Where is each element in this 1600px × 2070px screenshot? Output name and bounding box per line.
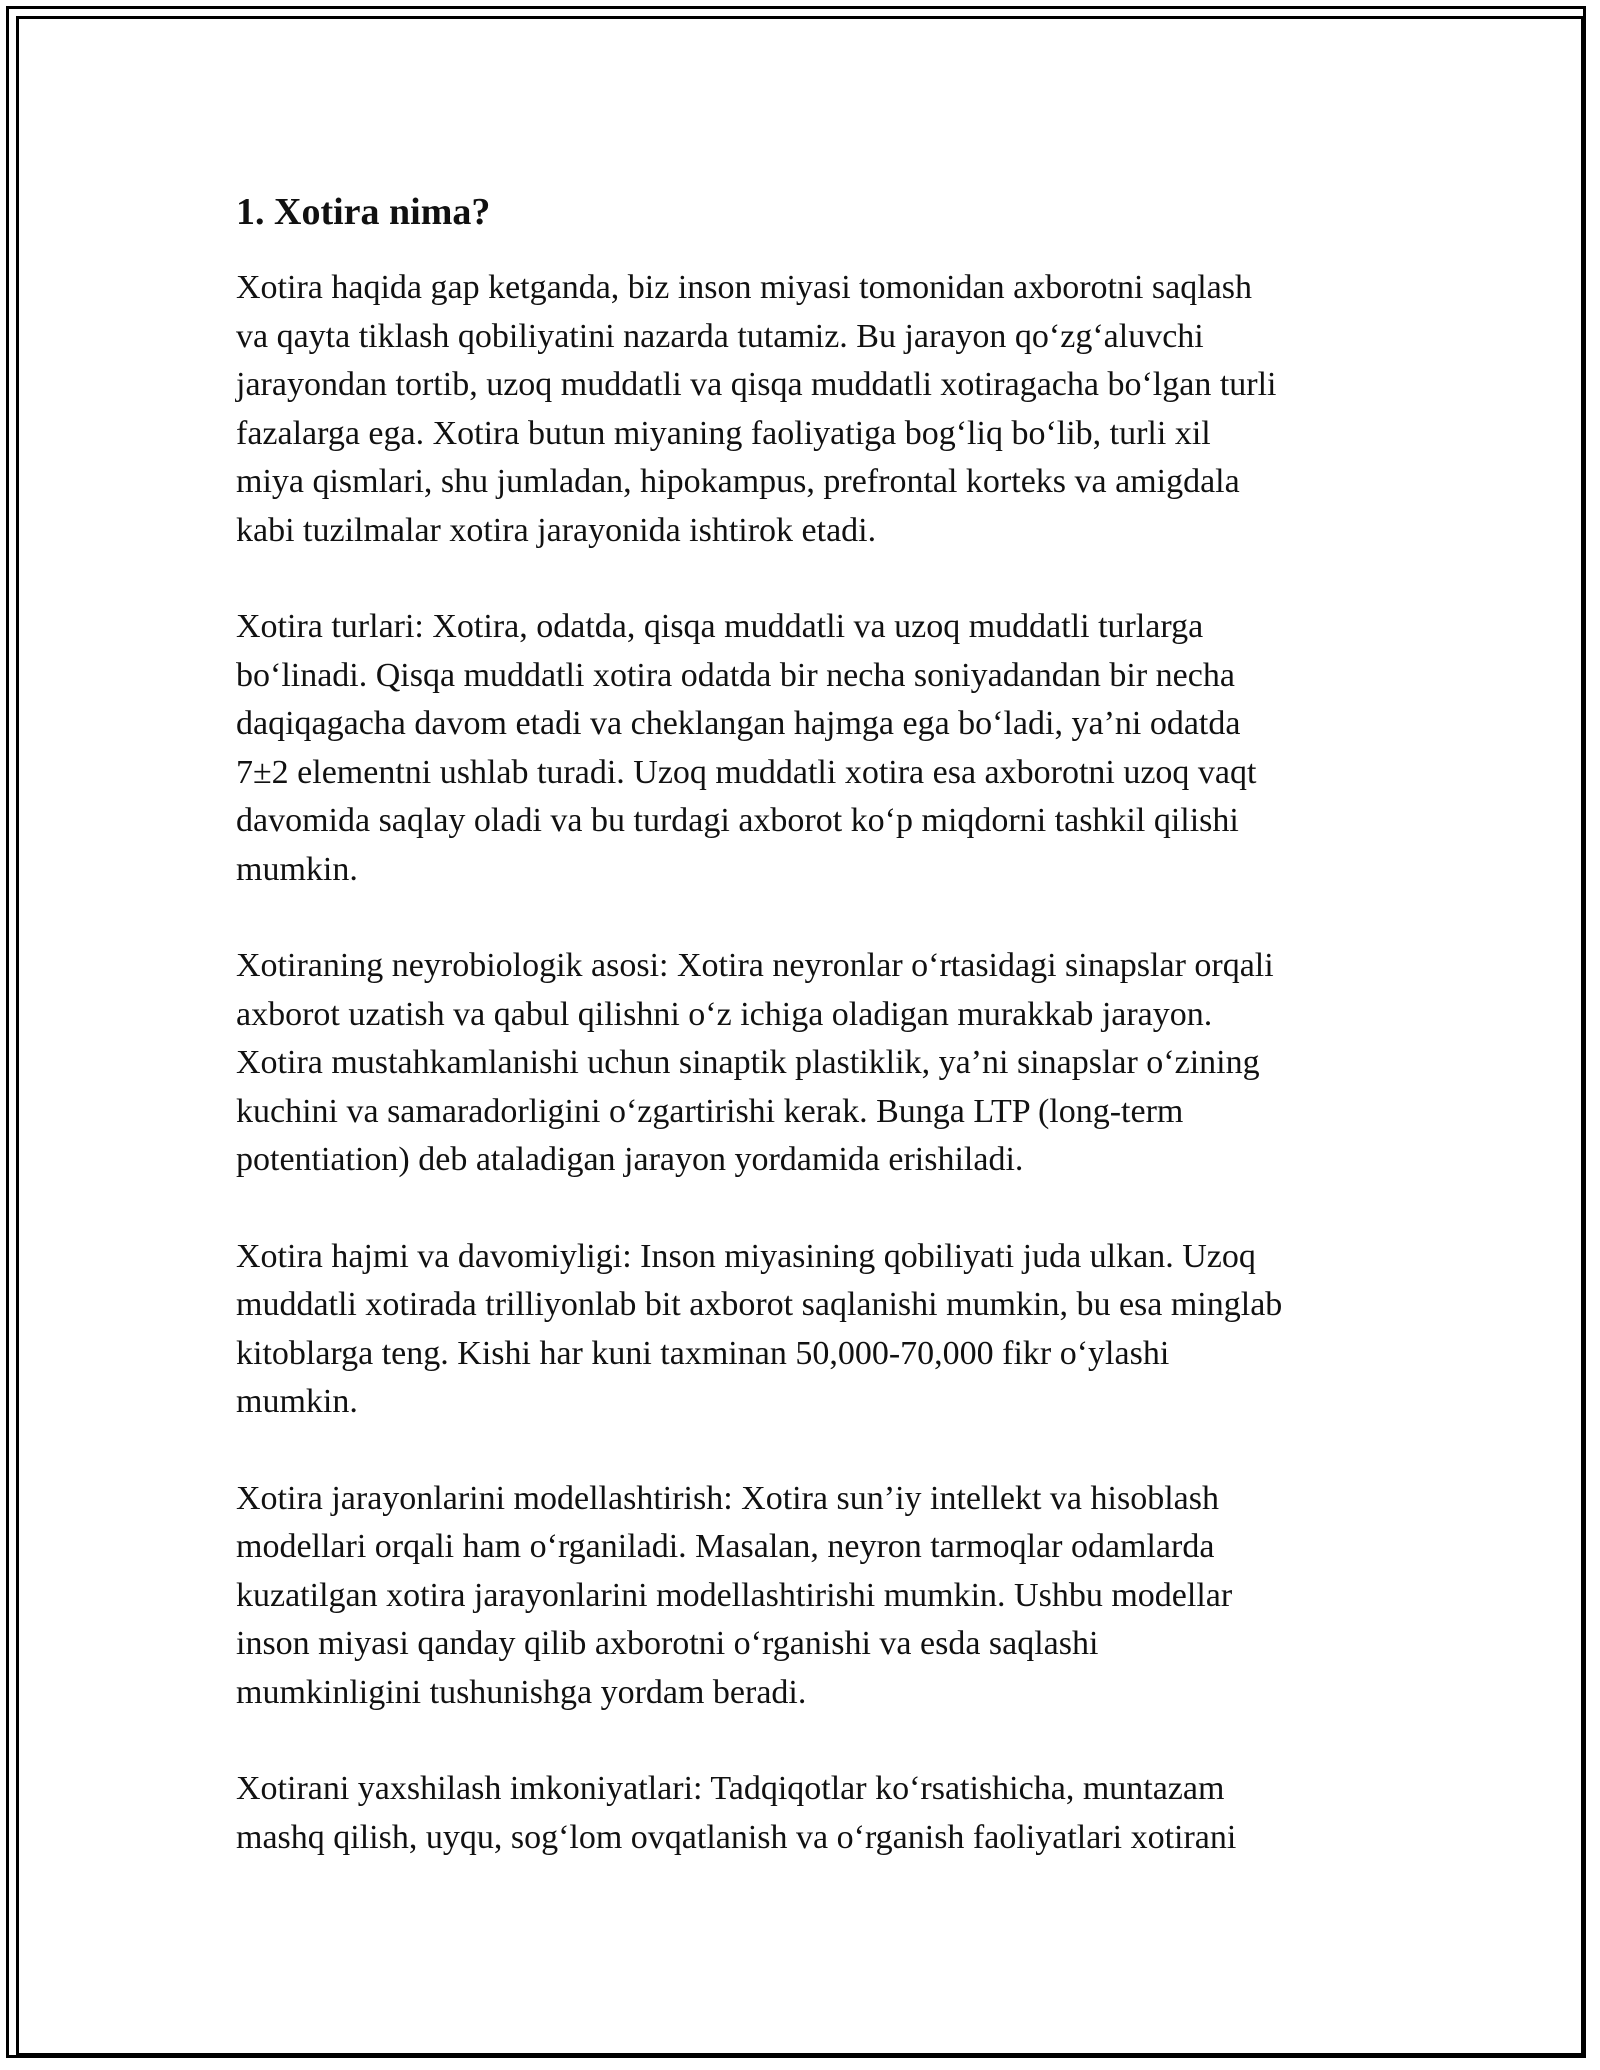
paragraph-memory-types: Xotira turlari: Xotira, odatda, qisqa muddatli va uzoq muddatli turlarga bo‘linadi. Qisqa muddatli xotira odatda bir necha soniyadandan bir necha daqiqagacha davom etadi va cheklangan hajmga ega bo‘ladi, ya’ni odatda 7±2 elementni ushlab turadi. Uzoq muddatli xotira esa axborotni uzoq vaqt davomida saqlay oladi va bu turdagi axborot ko‘p miqdorni tashkil qilishi mumkin. <box>236 608 1257 888</box>
paragraph-neurobiology: Xotiraning neyrobiologik asosi: Xotira neyronlar o‘rtasidagi sinapslar orqali axborot uzatish va qabul qilishni o‘z ichiga oladigan murakkab jarayon. Xotira mustahkamlanishi uchun sinaptik plastiklik, ya’ni sinapslar o‘zining kuchini va samaradorligini o‘zgartirishi kerak. Bunga LTP (long-term potentiation) deb ataladigan jarayon yordamida erishiladi. <box>236 947 1274 1178</box>
paragraph-intro: Xotira haqida gap ketganda, biz inson miyasi tomonidan axborotni saqlash va qayta tiklash qobiliyatini nazarda tutamiz. Bu jarayon qo‘zg‘aluvchi jarayondan tortib, uzoq muddatli va qisqa muddatli xotiragacha bo‘lgan turli fazalarga ega. Xotira butun miyaning faoliyatiga bog‘liq bo‘lib, turli xil miya qismlari, shu jumladan, hipokampus, prefrontal korteks va amigdala kabi tuzilmalar xotira jarayonida ishtirok etadi. <box>236 269 1277 549</box>
paragraph-capacity: Xotira hajmi va davomiyligi: Inson miyasining qobiliyati juda ulkan. Uzoq muddatli xotirada trilliyonlab bit axborot saqlanishi mumkin, bu esa minglab kitoblarga teng. Kishi har kuni taxminan 50,000-70,000 fikr o‘ylashi mumkin. <box>236 1237 1283 1420</box>
document-body <box>236 186 1376 1910</box>
paragraph-improvement: Xotirani yaxshilash imkoniyatlari: Tadqiqotlar ko‘rsatishicha, muntazam mashq qilish, uyqu, sog‘lom ovqatlanish va o‘rganish faoliyatlari xotirani <box>236 1770 1237 1856</box>
section-heading: 1. Xotira nima? <box>236 191 491 233</box>
paragraph-modeling: Xotira jarayonlarini modellashtirish: Xotira sun’iy intellekt va hisoblash modellari orqali ham o‘rganiladi. Masalan, neyron tarmoqlar odamlarda kuzatilgan xotira jarayonlarini modellashtirishi mumkin. Ushbu modellar inson miyasi qanday qilib axborotni o‘rganishi va esda saqlashi mumkinligini tushunishga yordam beradi. <box>236 1479 1233 1711</box>
